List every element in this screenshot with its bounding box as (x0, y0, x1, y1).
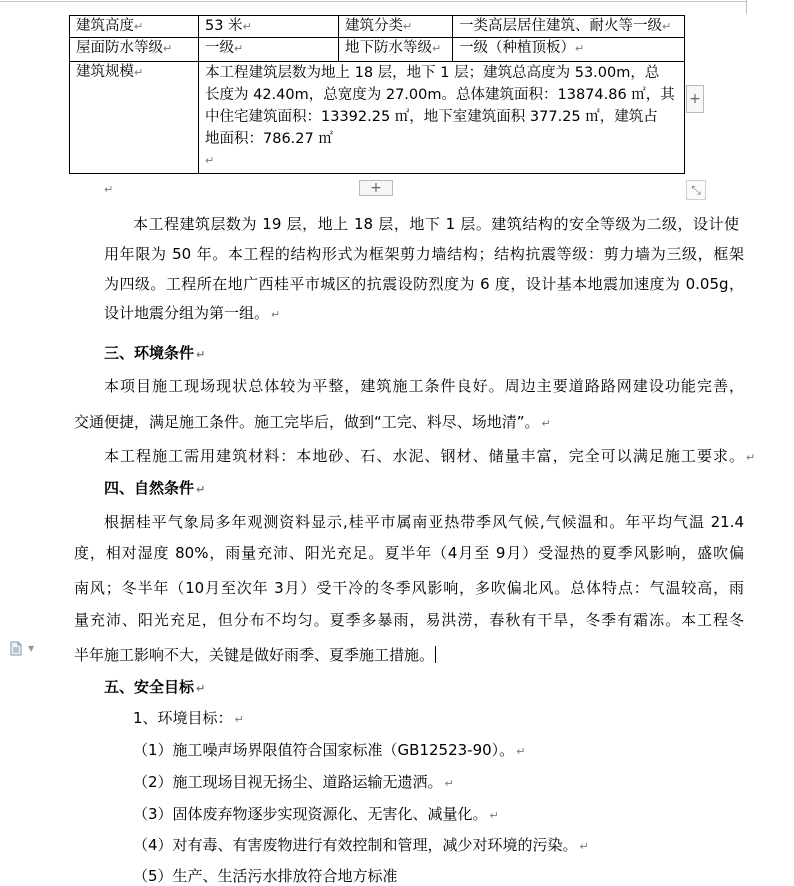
section-heading (104, 478, 205, 500)
line-text: （1）施工噪声场界限值符合国家标准（GB12523-90）。 (133, 741, 515, 759)
line-text: 南风；冬半年（10月至次年 3月）受干冷的冬季风影响，多吹偏北风。总体特点：气温较高，雨 (74, 579, 744, 597)
text-line (104, 303, 280, 325)
table-resize-handle[interactable]: ⤡ (686, 180, 706, 200)
paragraph-mark: ↵ (196, 682, 206, 695)
section-heading (104, 677, 205, 699)
table-cell[interactable]: 53 米↵ (199, 16, 339, 38)
line-text: 本项目施工现场现状总体较为平整，建筑施工条件良好。周边主要道路路网建设功能完善， (104, 377, 744, 395)
paragraph-mark: ↵ (271, 308, 281, 321)
table-cell[interactable]: 一级（种植顶板）↵ (453, 38, 685, 62)
info-table (69, 15, 685, 174)
text-line (104, 274, 744, 294)
text-line (104, 376, 744, 396)
line-text: 根据桂平气象局多年观测资料显示,桂平市属南亚热带季风气候,气候温和。年平均气温 21.4 (104, 513, 744, 531)
line-text: 本工程施工需用建筑材料：本地砂、石、水泥、钢材、储量丰富，完全可以满足施工要求。 (104, 447, 744, 465)
cell-text-line: 本工程建筑层数为地上 18 层，地下 1 层；建筑总高度为 53.00m，总 (205, 65, 660, 81)
line-text: （3）固体废弃物逐步实现资源化、无害化、减量化。 (133, 805, 488, 823)
section-heading (104, 343, 205, 365)
text-line (133, 866, 398, 886)
table-row (70, 62, 685, 174)
line-text: 三、环境条件 (104, 344, 195, 362)
text-line (74, 610, 744, 630)
text-line (104, 446, 755, 468)
page-edge-tick (746, 0, 747, 14)
line-text: 四、自然条件 (104, 479, 195, 497)
cell-text-line: 中住宅建筑面积：13392.25 ㎡，地下室建筑面积 377.25 ㎡，建筑占 (205, 109, 658, 125)
line-text: 量充沛、阳光充足，但分布不均匀。夏季多暴雨，易洪涝，春秋有干旱，冬季有霜冻。本工程冬 (74, 611, 744, 629)
paragraph-mark: ↵ (234, 713, 244, 726)
text-line (74, 578, 744, 598)
paragraph-mark: ↵ (516, 745, 526, 758)
paragraph-mark: ↵ (104, 183, 114, 196)
text-line (74, 645, 436, 665)
line-text: 设计地震分组为第一组。 (104, 304, 270, 322)
table-cell[interactable]: 建筑规模↵ (70, 62, 199, 174)
text-line (104, 512, 744, 532)
empty-paragraph-mark: ↵ (205, 154, 215, 167)
text-cursor (435, 646, 436, 663)
add-column-button[interactable]: + (686, 85, 704, 113)
text-line (74, 412, 551, 434)
line-text: 1、环境目标： (133, 709, 233, 727)
document-icon[interactable] (10, 641, 22, 656)
table-cell[interactable]: 一类高层居住建筑、耐火等一级↵ (453, 16, 685, 38)
text-line (104, 244, 744, 264)
text-line (133, 214, 739, 234)
text-line (133, 804, 499, 826)
text-line (133, 835, 589, 857)
page-top-edge (0, 0, 794, 4)
paragraph-mark: ↵ (489, 809, 499, 822)
paragraph-mark: ↵ (746, 451, 756, 464)
add-row-button[interactable]: + (359, 180, 393, 196)
paragraph-mark: ↵ (579, 840, 589, 853)
line-text: 交通便捷，满足施工条件。施工完毕后，做到“工完、料尽、场地清”。 (74, 413, 540, 431)
paragraph-mark: ↵ (444, 777, 454, 790)
table-cell[interactable] (199, 62, 685, 174)
line-text: 五、安全目标 (104, 678, 195, 696)
line-text: 为四级。工程所在地广西桂平市城区的抗震设防烈度为 6 度，设计基本地震加速度为 0.05g， (104, 275, 744, 293)
cell-text-line: 地面积：786.27 ㎡ (205, 131, 333, 147)
line-text: 半年施工影响不大，关键是做好雨季、夏季施工措施。 (74, 646, 435, 664)
table-cell[interactable]: 地下防水等级↵ (339, 38, 453, 62)
table-cell[interactable]: 一级↵ (199, 38, 339, 62)
table-cell[interactable]: 建筑分类↵ (339, 16, 453, 38)
text-line (133, 740, 525, 762)
line-text: 本工程建筑层数为 19 层，地上 18 层，地下 1 层。建筑结构的安全等级为二级，设计使 (133, 215, 739, 233)
paragraph-mark: ↵ (196, 348, 206, 361)
text-line (133, 708, 244, 730)
table-cell[interactable]: 屋面防水等级↵ (70, 38, 199, 62)
table-cell[interactable]: 建筑高度↵ (70, 16, 199, 38)
line-text: （5）生产、生活污水排放符合地方标准 (133, 867, 398, 885)
line-text: （2）施工现场目视无扬尘、道路运输无遗洒。 (133, 773, 443, 791)
text-line (74, 543, 744, 563)
table-row (70, 16, 685, 38)
line-text: 用年限为 50 年。本工程的结构形式为框架剪力墙结构；结构抗震等级：剪力墙为三级，框架 (104, 245, 744, 263)
line-text: 度，相对湿度 80%，雨量充沛、阳光充足。夏半年（4月至 9月）受湿热的夏季风影响，盛吹偏 (74, 544, 744, 562)
table-row (70, 38, 685, 62)
chevron-down-icon[interactable]: ▼ (28, 644, 35, 653)
line-text: （4）对有毒、有害废物进行有效控制和管理，减少对环境的污染。 (133, 836, 578, 854)
text-line (133, 772, 454, 794)
paragraph-mark: ↵ (196, 483, 206, 496)
cell-text-line: 长度为 42.40m，总宽度为 27.00m。总体建筑面积：13874.86 ㎡，其 (205, 87, 675, 103)
paragraph-mark: ↵ (541, 417, 551, 430)
page-edge-line (0, 1, 746, 2)
